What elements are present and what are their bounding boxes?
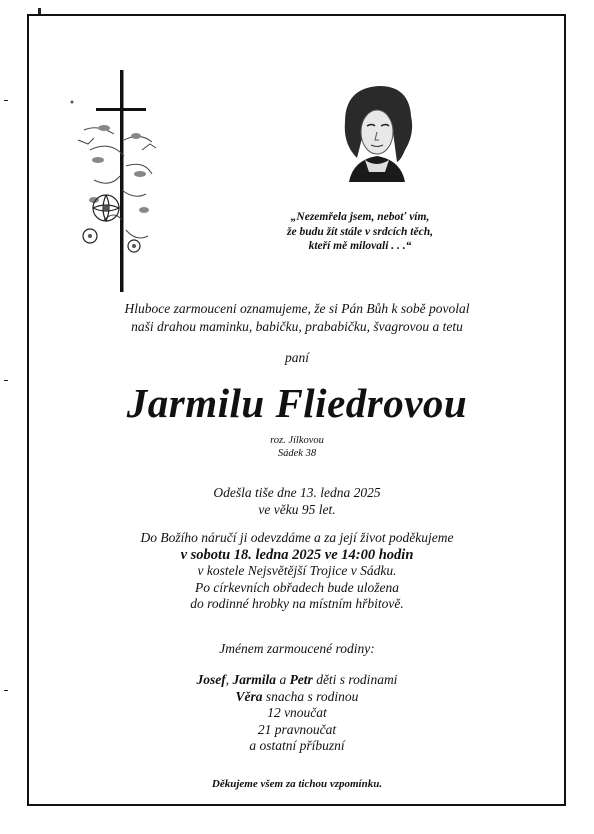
ceremony-date: v sobotu 18. ledna 2025 ve 14:00 hodin <box>180 546 414 563</box>
intro-line: naši drahou maminku, babičku, prababičku, švagrovou a tetu <box>131 319 463 334</box>
child-name: Jarmila <box>232 672 277 687</box>
death-line: ve věku 95 let. <box>258 501 336 517</box>
deceased-name: Jarmilu Fliedrovou <box>126 380 468 426</box>
separator: , <box>225 672 230 687</box>
quote-line: „Nezemřela jsem, neboť vím, <box>290 211 430 223</box>
cross-with-flowers-icon <box>64 70 174 300</box>
death-info <box>0 485 594 518</box>
family-heading: Jménem zarmoucené rodiny: <box>219 641 375 656</box>
child-name: Petr <box>289 672 313 687</box>
ceremony-line: Po církevních obřadech bude uložena <box>195 579 399 595</box>
daughter-in-law-tail: snacha s rodinou <box>265 688 359 704</box>
relatives-line: a ostatní příbuzní <box>249 738 345 753</box>
maiden-name: roz. Jílkovou <box>270 435 324 446</box>
daughter-in-law-name: Věra <box>235 688 263 704</box>
quote-line: že budu žít stále v srdcích těch, <box>287 225 433 238</box>
child-name: Josef <box>196 672 226 687</box>
children-tail: děti s rodinami <box>316 672 398 687</box>
ceremony-line: Do Božího náručí ji odevzdáme a za její život poděkujeme <box>140 530 454 545</box>
quote-line: kteří mě milovali . . .“ <box>308 240 412 252</box>
ceremony-line: v kostele Nejsvětější Trojice v Sádku. <box>197 563 397 578</box>
ceremony-line: do rodinné hrobky na místním hřbitově. <box>190 596 404 611</box>
portrait-photo <box>335 82 419 182</box>
ceremony-info <box>0 530 594 613</box>
grandchildren-line: 12 vnoučat <box>267 705 327 720</box>
daughter-in-law-line <box>0 689 594 706</box>
announcement-intro <box>60 300 534 336</box>
death-line: Odešla tiše dne 13. ledna 2025 <box>213 485 381 500</box>
memorial-quote <box>280 210 440 254</box>
salutation: paní <box>284 350 309 365</box>
conjunction: a <box>279 672 287 687</box>
intro-line: Hluboce zarmouceni oznamujeme, že si Pán Bůh k sobě povolal <box>124 301 470 316</box>
children-line <box>0 672 594 689</box>
address: Sádek 38 <box>277 448 317 459</box>
great-grandchildren-line: 21 pravnoučat <box>257 721 337 737</box>
scan-mark <box>4 100 8 101</box>
closing-thanks: Děkujeme všem za tichou vzpomínku. <box>211 778 383 790</box>
deceased-details <box>0 434 594 460</box>
family-list <box>0 672 594 755</box>
